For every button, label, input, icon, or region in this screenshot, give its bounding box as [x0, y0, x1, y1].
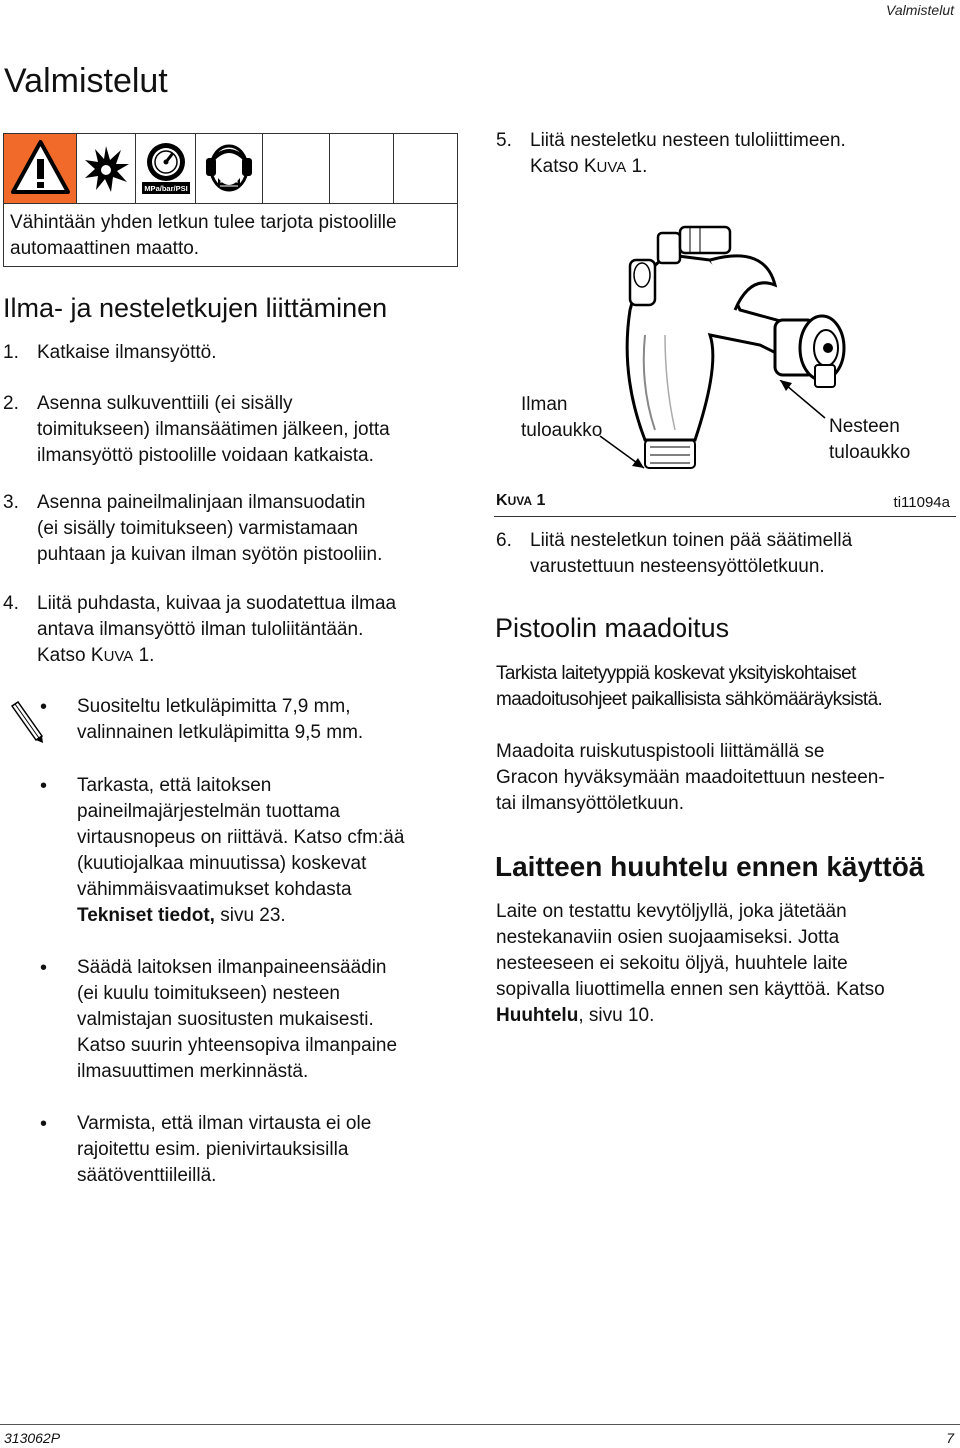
step-2 [3, 391, 463, 469]
note-line: virtausnopeus on riittävä. Katso cfm:ää [77, 827, 405, 848]
step-number: 4. [3, 593, 19, 614]
step-text-line: antava ilmansyöttö ilman tuloliitäntään. [37, 619, 364, 640]
section-reference-link[interactable]: Tekniset tiedot, [77, 905, 215, 926]
pressure-cell [136, 134, 196, 203]
section-heading-grounding: Pistoolin maadoitus [495, 613, 730, 643]
step-text: Katkaise ilmansyöttö. [37, 342, 217, 363]
step-text-line: Katso KUVA 1. [530, 156, 648, 177]
step-4 [3, 591, 463, 669]
step-number: 3. [3, 492, 19, 513]
step-number: 6. [496, 530, 512, 551]
note-line: ilmasuuttimen merkinnästä. [77, 1061, 309, 1082]
air-arrowhead [632, 458, 644, 468]
callout-arrows [560, 380, 860, 480]
grounding-paragraph-1: Tarkista laitetyyppiä koskevat yksityiskohtaiset maadoitusohjeet paikallisista sähkömääräyksistä. [496, 663, 883, 710]
section-heading-flushing: Laitteen huuhtelu ennen käyttöä [495, 851, 925, 882]
hearing-protection-icon [196, 134, 263, 203]
note-line: paineilmajärjestelmän tuottama [77, 801, 340, 822]
note-line: (kuutiojalkaa minuutissa) koskevat [77, 853, 367, 874]
step-text-line: (ei sisälly toimitukseen) varmistamaan [37, 518, 358, 539]
gauge-label: MPa/bar/PSI [144, 184, 188, 193]
figure-id: ti11094a [893, 494, 950, 511]
step-text-line: Liitä nesteletkun toinen pää säätimellä [530, 530, 853, 551]
bullet-dot: • [40, 696, 48, 718]
note-line: säätöventtiileillä. [77, 1165, 217, 1186]
warning-text: Vähintään yhden letkun tulee tarjota pistoolille automaattinen maatto. [10, 212, 397, 259]
note-line: vähimmäisvaatimukset kohdasta [77, 879, 352, 900]
explosion-icon [77, 134, 136, 203]
step-text-line: puhtaan ja kuivan ilman syötön pistooliin. [37, 544, 383, 565]
note-line: Tekniset tiedot, sivu 23. [77, 905, 286, 926]
step-number: 5. [496, 130, 512, 151]
empty-icon-cell [330, 134, 394, 203]
step-text-line: toimitukseen) ilmansäätimen jälkeen, jotta [37, 419, 390, 440]
bullet-dot: • [40, 957, 48, 979]
note-line: Suositeltu letkuläpimitta 7,9 mm, [77, 696, 351, 717]
note-bullet-2 [0, 773, 470, 929]
warning-box [3, 133, 458, 267]
page-title: Valmistelut [4, 62, 168, 100]
figure-caption: KUVA 1 [496, 492, 546, 509]
note-line: Tarkasta, että laitoksen [77, 775, 272, 796]
step-6 [496, 528, 956, 580]
explosion-cell [77, 134, 136, 203]
step-number: 1. [3, 342, 19, 363]
step-text-line: Asenna sulkuventtiili (ei sisälly [37, 393, 293, 414]
step-text-line: Liitä nesteletku nesteen tuloliittimeen. [530, 130, 846, 151]
step-3 [3, 490, 463, 568]
pressure-gauge-icon [136, 134, 196, 203]
step-text-line: ilmansyöttö pistoolille voidaan katkaista. [37, 445, 374, 466]
running-header: Valmistelut [886, 2, 954, 18]
warning-triangle-cell [4, 134, 77, 203]
footer-rule [0, 1424, 960, 1425]
note-line: valmistajan suositusten mukaisesti. [77, 1009, 374, 1030]
note-line: Säädä laitoksen ilmanpaineensäädin [77, 957, 387, 978]
figure-rule [494, 516, 956, 517]
figure-reference-link[interactable]: KUVA [90, 645, 134, 666]
warning-triangle-icon [4, 134, 77, 203]
note-bullet-1 [0, 694, 460, 746]
page-number: 7 [946, 1430, 954, 1446]
callout-air-inlet: Ilman tuloaukko [521, 394, 603, 441]
note-line: Varmista, että ilman virtausta ei ole [77, 1113, 372, 1134]
bullet-dot: • [40, 775, 48, 797]
bullet-dot: • [40, 1113, 48, 1135]
step-5 [496, 128, 956, 180]
section-heading-hose-connection: Ilma- ja nesteletkujen liittäminen [3, 293, 388, 323]
empty-icon-cell [263, 134, 330, 203]
section-reference-link[interactable]: Huuhtelu [496, 1005, 579, 1026]
warning-icon-row [4, 134, 457, 204]
note-line: (ei kuulu toimitukseen) nesteen [77, 983, 340, 1004]
note-bullet-4 [0, 1111, 470, 1189]
flushing-paragraph: Laite on testattu kevytöljyllä, joka jätetään nestekanaviin osien suojaamiseksi. Jotta nesteeseen ei sekoitu öljyä, huuhtele laite sopivalla liuottimella ennen sen käyttöä. Katso Huuhtelu, sivu 10. [496, 901, 885, 1026]
note-line: rajoitettu esim. pienivirtauksisilla [77, 1139, 349, 1160]
note-line: Katso suurin yhteensopiva ilmanpaine [77, 1035, 398, 1056]
grounding-paragraph-2: Maadoita ruiskutuspistooli liittämällä se Gracon hyväksymään maadoitettuun nesteen- tai ilmansyöttöletkuun. [496, 741, 885, 814]
step-text-line: varustettuun nesteensyöttöletkuun. [530, 556, 825, 577]
note-bullet-3 [0, 955, 470, 1085]
step-text-line: Asenna paineilmalinjaan ilmansuodatin [37, 492, 366, 513]
document-number: 313062P [4, 1430, 61, 1446]
figure-reference-link[interactable]: Katso KUVA [530, 156, 627, 177]
step-1 [3, 340, 463, 366]
step-text-line: Liitä puhdasta, kuivaa ja suodatettua ilmaa [37, 593, 397, 614]
callout-fluid-inlet: Nesteen tuloaukko [829, 416, 911, 463]
step-text-line: Katso KUVA 1. [37, 645, 155, 666]
hearing-cell [196, 134, 263, 203]
step-number: 2. [3, 393, 19, 414]
note-line: valinnainen letkuläpimitta 9,5 mm. [77, 722, 364, 743]
